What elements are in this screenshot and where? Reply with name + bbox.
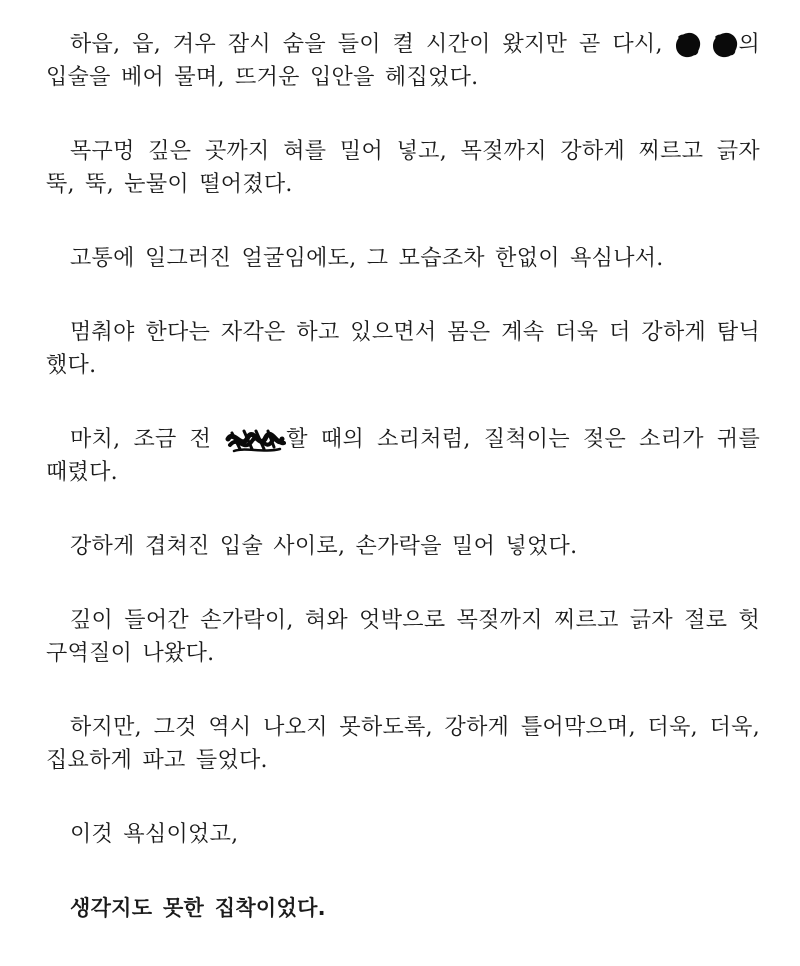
paragraph-text: 깊이 들어간 손가락이, 혀와 엇박으로 목젖까지 찌르고 긁자 절로 헛구역질이 나왔다.	[46, 608, 760, 666]
paragraph-text: 생각지도 못한 집착이었다.	[70, 896, 326, 920]
paragraph-text: 할 때의 소리처럼, 질척이는 젖은 소리가 귀를 때렸다.	[46, 427, 760, 485]
ink-blot-redaction-icon	[675, 32, 701, 58]
paragraph-p7	[46, 604, 760, 670]
scribble-redaction-icon	[224, 425, 286, 455]
paragraph-p1	[46, 28, 760, 94]
paragraph-text: 하읍, 읍, 겨우 잠시 숨을 들이 켤 시간이 왔지만 곧 다시,	[70, 32, 675, 57]
paragraph-text: 강하게 겹쳐진 입술 사이로, 손가락을 밀어 넣었다.	[70, 534, 578, 559]
paragraph-text	[701, 32, 713, 57]
paragraph-text: 멈춰야 한다는 자각은 하고 있으면서 몸은 계속 더욱 더 강하게 탐닉했다.	[46, 320, 760, 378]
document-body	[46, 28, 760, 966]
paragraph-p3	[46, 242, 760, 275]
paragraph-p2	[46, 135, 760, 201]
paragraph-p8	[46, 711, 760, 777]
paragraph-p10	[46, 892, 760, 925]
paragraph-p6	[46, 530, 760, 563]
paragraph-text: 이것 욕심이었고,	[70, 822, 239, 847]
paragraph-text: 마치, 조금 전	[70, 427, 225, 452]
paragraph-p9	[46, 818, 760, 851]
paragraph-text: 고통에 일그러진 얼굴임에도, 그 모습조차 한없이 욕심나서.	[70, 246, 664, 271]
paragraph-p5	[46, 423, 760, 489]
paragraph-text: 하지만, 그것 역시 나오지 못하도록, 강하게 틀어막으며, 더욱, 더욱, 집요하게 파고 들었다.	[46, 715, 760, 773]
paragraph-p4	[46, 316, 760, 382]
paragraph-text: 목구멍 깊은 곳까지 혀를 밀어 넣고, 목젖까지 강하게 찌르고 긁자 뚝, 뚝, 눈물이 떨어졌다.	[46, 139, 760, 197]
paragraph-text: 의 입술을 베어 물며, 뜨거운 입안을 헤집었다.	[46, 32, 761, 90]
ink-blot-redaction-icon	[712, 32, 738, 58]
